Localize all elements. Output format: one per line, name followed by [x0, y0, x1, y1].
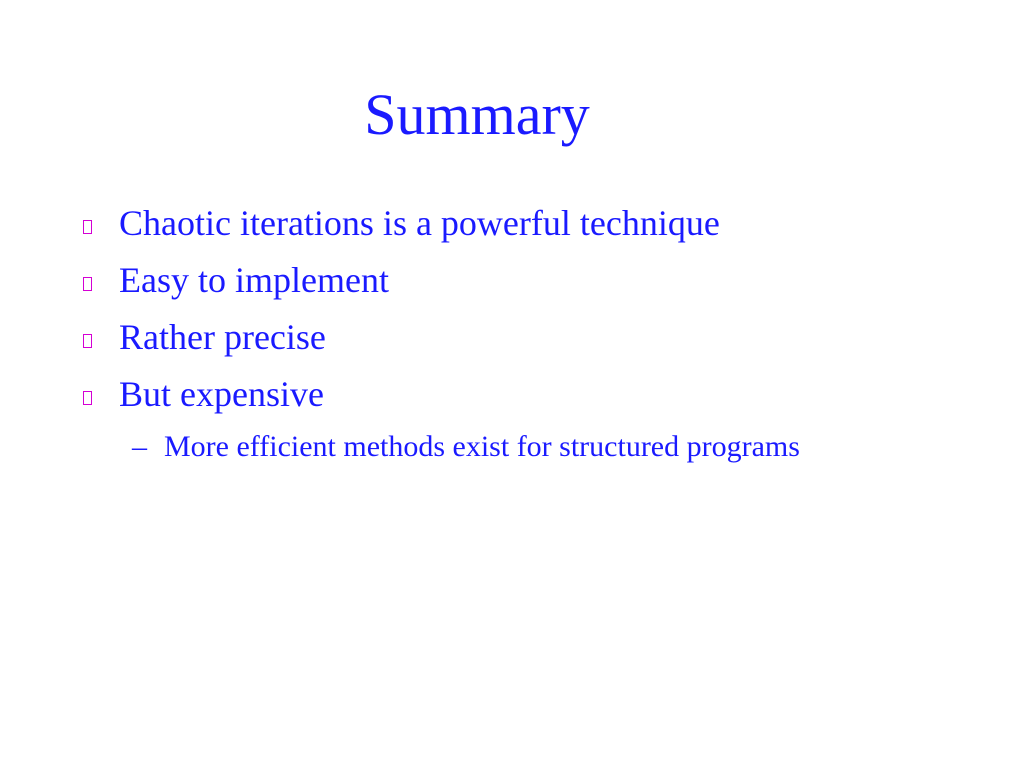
bullet-item — [80, 308, 980, 365]
bullet-text: But expensive — [119, 373, 324, 414]
bullet-list — [80, 194, 980, 472]
bullet-marker-icon — [83, 277, 92, 291]
sub-bullet-item — [132, 422, 980, 472]
bullet-marker-icon — [83, 391, 92, 405]
bullet-text: Easy to implement — [119, 259, 389, 300]
bullet-marker-icon — [83, 220, 92, 234]
bullet-text: Rather precise — [119, 316, 326, 357]
bullet-item — [80, 365, 980, 422]
bullet-text: Chaotic iterations is a powerful technique — [119, 202, 720, 243]
bullet-item — [80, 251, 980, 308]
slide-title: Summary — [364, 82, 590, 147]
sub-bullet-text: More efficient methods exist for structured programs — [164, 430, 800, 463]
bullet-item — [80, 194, 980, 251]
dash-marker: – — [132, 430, 147, 463]
bullet-marker-icon — [83, 334, 92, 348]
